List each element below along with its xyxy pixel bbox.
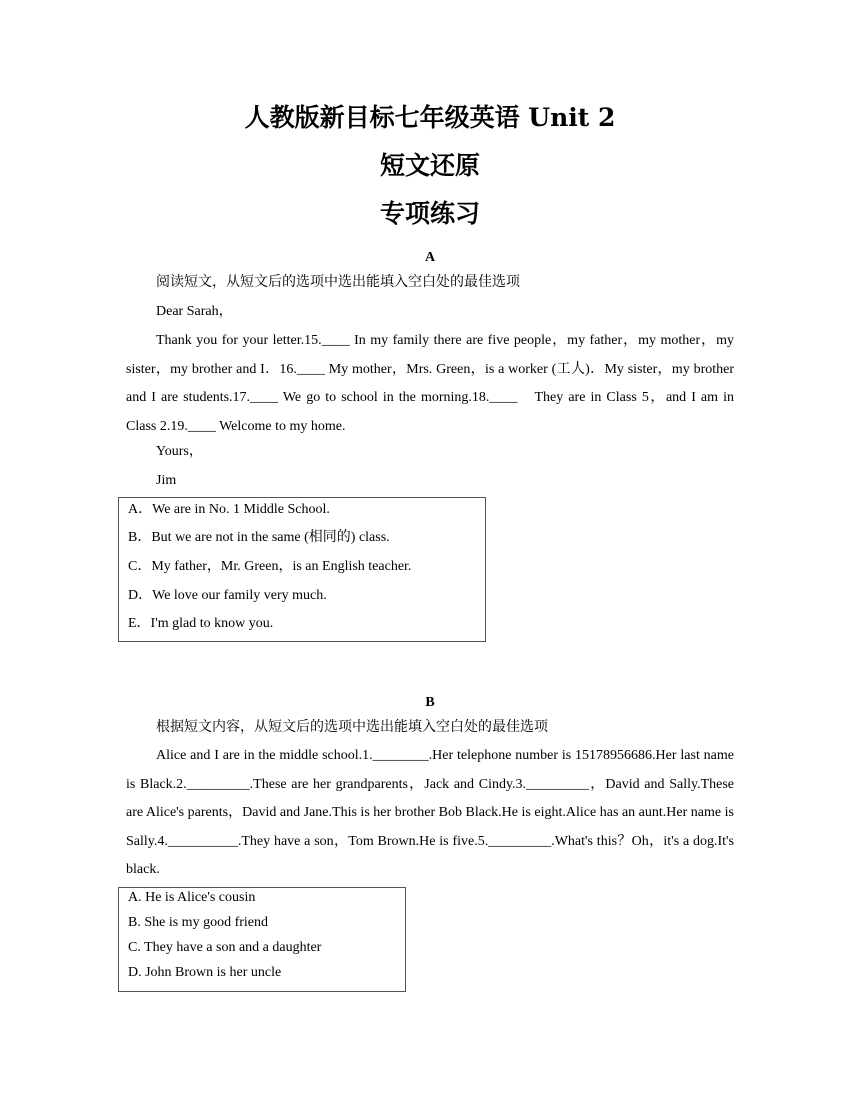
section-a-label: A: [424, 250, 436, 265]
option-item: B．But we are not in the same (相同的) class.: [128, 530, 390, 545]
option-item: A. He is Alice's cousin: [128, 890, 256, 905]
document-title: 人教版新目标七年级英语 Unit 2: [244, 103, 616, 132]
letter-closing: Yours，: [156, 444, 203, 459]
option-item: D. John Brown is her uncle: [128, 965, 282, 980]
letter-greeting: Dear Sarah，: [156, 304, 233, 319]
option-item: C. They have a son and a daughter: [128, 940, 322, 955]
section-b-options-box: [118, 887, 406, 992]
letter-signature: Jim: [156, 473, 177, 488]
section-b-instruction: 根据短文内容，从短文后的选项中选出能填入空白处的最佳选项: [156, 720, 548, 735]
letter-body: Thank you for your letter.15.____ In my family there are five people，my father，my mother，my sister，my brother and I．16.____ My mother，Mrs. Green，is a worker (工人)．My sister，my brother and I are students.17.____ We go to school in the morning.18.____ They are in Class 5，and I am in Class 2.19.____ Welcome to my home.: [126, 333, 734, 434]
section-a-options-box: [118, 497, 486, 642]
option-item: B. She is my good friend: [128, 915, 268, 930]
option-item: D．We love our family very much.: [128, 588, 327, 603]
section-b-label: B: [425, 695, 435, 710]
passage-body: Alice and I are in the middle school.1.________.Her telephone number is 15178956686.Her last name is Black.2._________.These are her grandparents，Jack and Cindy.3._________，David and Sally.These are Alice's parents，David and Jane.This is her brother Bob Black.He is eight.Alice has an aunt.Her name is Sally.4.__________.They have a son，Tom Brown.He is five.5._________.What's this？Oh，it's a dog.It's black.: [126, 748, 734, 877]
option-item: E．I'm glad to know you.: [128, 616, 274, 631]
document-subtitle: 短文还原: [379, 151, 480, 180]
option-item: A．We are in No. 1 Middle School.: [128, 502, 330, 517]
document-subtitle-2: 专项练习: [379, 199, 480, 228]
section-a-instruction: 阅读短文，从短文后的选项中选出能填入空白处的最佳选项: [156, 275, 520, 290]
option-item: C．My father，Mr. Green，is an English teacher.: [128, 559, 412, 574]
